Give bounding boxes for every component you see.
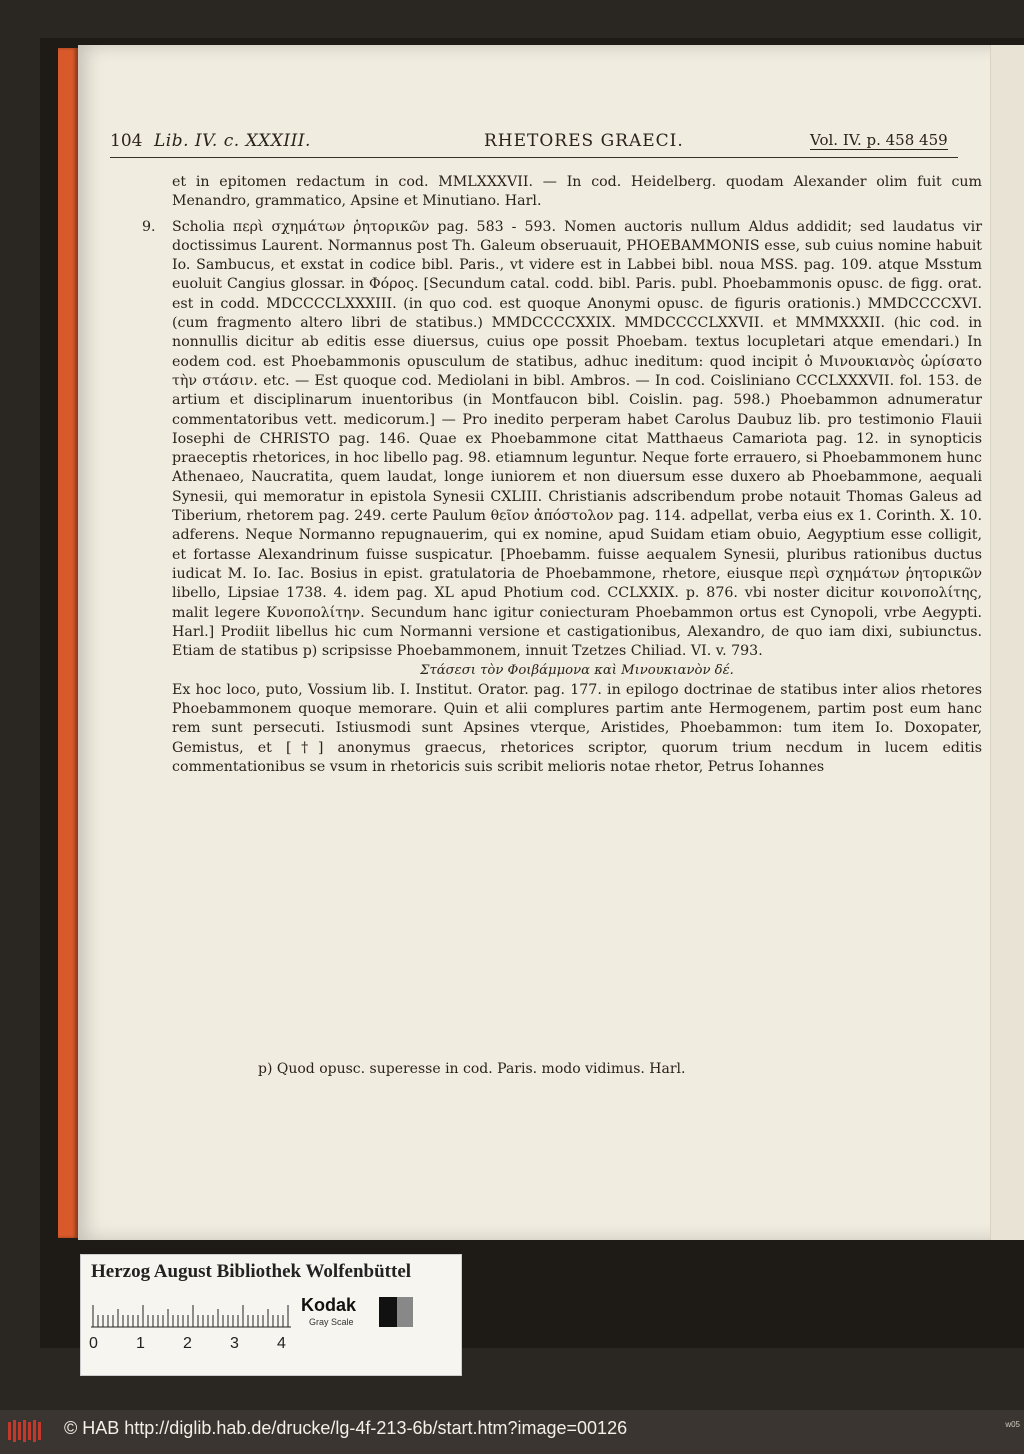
- footnote: p) Quod opusc. superesse in cod. Paris. modo vidimus. Harl.: [258, 1061, 686, 1077]
- page-header: [110, 131, 990, 159]
- scale-number: 0: [89, 1335, 98, 1352]
- hab-logo-icon: [6, 1418, 46, 1444]
- chapter-reference: Lib. IV. c. XXXIII.: [154, 131, 311, 151]
- page-number: 104: [110, 131, 143, 151]
- copyright-url[interactable]: © HAB http://diglib.hab.de/drucke/lg-4f-213-6b/start.htm?image=00126: [64, 1418, 628, 1438]
- kodak-logo: Kodak: [301, 1295, 357, 1315]
- scale-number: 3: [230, 1335, 239, 1352]
- book-page: [78, 45, 1024, 1240]
- library-card: [80, 1254, 462, 1376]
- scale-numbers: [89, 1335, 324, 1353]
- greek-quote: Στάσεσι τὸν Φοιβάμμονα καὶ Μινουκιανὸν δέ.: [420, 663, 734, 679]
- gray-swatch: [397, 1297, 413, 1327]
- scale-number: 1: [136, 1335, 145, 1352]
- item-9: [142, 218, 982, 662]
- header-rule: [110, 157, 958, 158]
- second-paragraph: Ex hoc loco, puto, Vossium lib. I. Institut. Orator. pag. 177. in epilogo doctrinae de statibus inter alios rhetores Phoebammonem quoque memorare. Quin et alii complures partim ante Hermogenem, partim post eum hanc rem sunt persecuti. Istiusmodi sunt Apsines vterque, Aristides, Phoebammon: tum item Io. Doxopater, Gemistus, et [†] anonymus graecus, rhetorices scriptor, quorum trium necdum in lucem editis commentationibus se vsum in rhetoricis suis scribit melioris notae rhetor, Petrus Iohannes: [172, 681, 982, 775]
- book-edge: [58, 48, 78, 1238]
- gray-scale-label: Gray Scale: [309, 1317, 354, 1327]
- main-text: [142, 173, 982, 777]
- scale-number: 2: [183, 1335, 192, 1352]
- running-title: RHETORES GRAECI.: [484, 131, 684, 151]
- scale-number: 4: [277, 1335, 286, 1352]
- item-number: 9.: [142, 218, 156, 235]
- next-page-edge: [990, 45, 1024, 1240]
- corner-mark: w05: [1005, 1420, 1020, 1429]
- library-name: Herzog August Bibliothek Wolfenbüttel: [91, 1261, 412, 1282]
- black-swatch: [379, 1297, 397, 1327]
- ruler-scale: [91, 1297, 291, 1331]
- volume-reference: Vol. IV. p. 458 459: [810, 131, 948, 149]
- item-9-paragraph: Scholia περὶ σχημάτων ῥητορικῶν pag. 583 - 593. Nomen auctoris nullum Aldus addidit; sed laudatus vir doctissimus Laurent. Normannus post Th. Galeum obseruauit, PHOEBAMMONIS esse, sub cuius nomine habuit Io. Sambucus, et exstat in codice bibl. Paris., vt videre est in Labbei bibl. noua MSS. pag. 109. atque Msstum euoluit Cangius glossar. in Φόρος. [Secundum catal. codd. bibl. Paris. publ. Phoebammonis opusc. de figg. orat. est in codd. MDCCCCLXXXIII. (in quo cod. est quoque Anonymi opusc. de figuris orationis.) MMDCCCCXVI. (cum fragmento altero libri de statibus.) MMDCCCCXXIX. MMDCCCCLXXVII. et MMMXXXII. (hic cod. in nonnullis dicitur ab editis esse diuersus, cuius ope possit Phoebam. textus locupletari atque emendari.) In eodem cod. est Phoebammonis opusculum de statibus, adhuc ineditum: quod incipit ὁ Μινουκιανὸς ὡρίσατο τὴν στάσιν. etc. — Est quoque cod. Mediolani in bibl. Ambros. — In cod. Coisliniano CCCLXXXVII. fol. 153. de artium et disciplinarum inuentoribus (in Montfaucon bibl. Coislin. pag. 598.) Phoebammon adnumeratur commentatoribus vett. medicorum.] — Pro inedito perperam habet Carolus Daubuz lib. pro testimonio Flauii Iosephi de CHRISTO pag. 146. Quae ex Phoebammone citat Matthaeus Camariota pag. 12. in synopticis praeceptis rhetorices, in hoc libello pag. 98. etiamnum leguntur. Neque forte errauero, si Phoebammonem hunc Athenaeo, Naucratita, quem laudat, longe iuniorem et non diuersum esse duxero ab Phoebammone, aequali Synesii, qui memoratur in epistola Synesii CXLIII. Christianis adscribendum probe notauit Thomas Galeus ad Tiberium, rhetorem pag. 249. certe Paulum θεῖον ἀπόστολον pag. 114. adpellat, verba eius ex 1. Corinth. X. 10. adferens. Neque Normanno repugnauerim, qui ex nomine, apud Suidam etiam obuio, Aegyptium esse colligit, et fortasse Alexandrinum fuisse suspicatur. [Phoebamm. fuisse aequalem Synesii, pluribus rationibus ductus iudicat M. Io. Iac. Bosius in epist. gratulatoria de Phoebammone, rhetore, eiusque περὶ σχημάτων ῥητορικῶν libello, Lipsiae 1738. 4. idem pag. XL apud Photium cod. CCLXXIX. p. 876. vbi noster dicitur κοινοπολίτης, malit legere Κυνοπολίτην. Secundum hanc igitur coniecturam Phoebammon ortus est Cynopoli, vrbe Aegypti. Harl.] Prodiit libellus hic cum Normanni versione et castigationibus, Alexandro, de quo iam dixi, subiunctus. Etiam de statibus p) scripsisse Phoebammonem, innuit Tzetzes Chiliad. VI. v. 793.: [172, 218, 982, 660]
- intro-paragraph: et in epitomen redactum in cod. MMLXXXVII. — In cod. Heidelberg. quodam Alexander olim fuit cum Menandro, grammatico, Apsine et Minutiano. Harl.: [172, 174, 982, 210]
